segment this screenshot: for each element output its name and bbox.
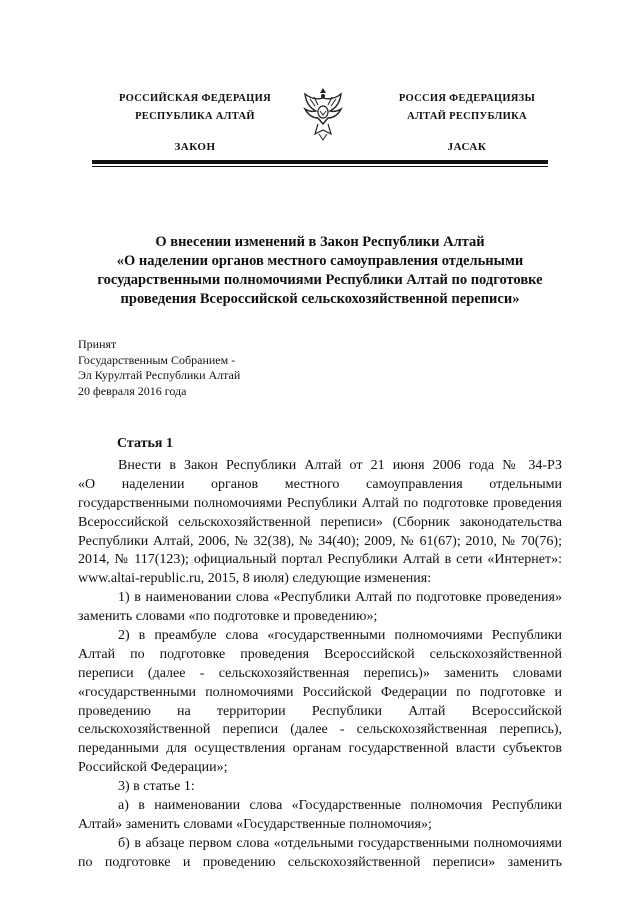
header-right-republic: АЛТАЙ РЕСПУБЛИКА — [407, 111, 527, 122]
title-line: О внесении изменений в Закон Республики Алтай — [155, 234, 485, 250]
header-left-republic: РЕСПУБЛИКА АЛТАЙ — [135, 111, 255, 122]
body-line: Алтай» заменить словами «Государственные полномочия»; — [78, 816, 432, 832]
article-body — [78, 457, 562, 873]
header-divider-thin — [92, 166, 548, 167]
coat-of-arms-icon — [302, 84, 344, 144]
adoption-line: Принят — [78, 337, 117, 351]
adoption-date: 20 февраля 2016 года — [78, 383, 187, 398]
header-right — [367, 90, 567, 156]
adoption-line: Государственным Собранием - — [78, 352, 236, 367]
header-right-law: JАСАК — [447, 141, 487, 153]
body-line: сельскохозяйственной переписи (далее - сельскохозяйственная перепись), — [78, 722, 562, 738]
header-right-country: РОССИЯ ФЕДЕРАЦИЯЗЫ — [398, 93, 536, 104]
body-line: Российской Федерации»; — [78, 760, 228, 776]
article-heading: Статья 1 — [117, 436, 173, 451]
body-line: государственными полномочиями Республики Алтай по подготовке проведения — [78, 495, 562, 511]
body-line: а) в наименовании слова «Государственные полномочия Республики — [118, 798, 562, 814]
header-left-law: ЗАКОН — [174, 141, 216, 153]
body-line: «О наделении органов местного самоуправления отдельными — [78, 476, 562, 492]
body-line: б) в абзаце первом слова «отдельными государственными полномочиями — [118, 835, 562, 851]
body-line: проведению на территории Республики Алтай Всероссийской — [78, 703, 562, 719]
body-line: по подготовке и проведению сельскохозяйственной переписи» заменить — [78, 854, 562, 870]
body-line: www.altai-republic.ru, 2015, 8 июля) следующие изменения: — [78, 571, 432, 587]
body-line: Всероссийской сельскохозяйственной переписи» (Сборник законодательства — [78, 514, 562, 530]
body-line: Внести в Закон Республики Алтай от 21 июня 2006 года № 34-РЗ — [118, 458, 562, 473]
body-line: 2) в преамбуле слова «государственными полномочиями Республики — [118, 628, 562, 644]
body-line: Республики Алтай, 2006, № 32(38), № 34(40); 2009, № 61(67); 2010, № 70(76); — [78, 533, 562, 549]
law-title — [80, 233, 560, 309]
header-left — [95, 90, 295, 156]
title-line: проведения Всероссийской сельскохозяйственной переписи» — [120, 291, 520, 307]
adoption-line: Эл Курултай Республики Алтай — [78, 368, 241, 382]
body-line: Алтай по подготовке проведения Всероссийской сельскохозяйственной — [78, 646, 562, 662]
adoption-block — [78, 337, 240, 399]
header-divider-thick — [92, 160, 548, 164]
body-line: переданными для осуществления органам государственной власти субъектов — [78, 741, 562, 757]
title-line: «О наделении органов местного самоуправления отдельными — [116, 253, 524, 269]
body-line: переписи (далее - сельскохозяйственная перепись)» заменить словами — [78, 665, 562, 681]
body-line: «государственными полномочиями Российской Федерации по подготовке и — [78, 684, 562, 700]
body-line: 2014, № 117(123); официальный портал Республики Алтай в сети «Интернет»: — [78, 552, 562, 568]
body-line: заменить словами «по подготовке и проведению»; — [78, 609, 378, 625]
body-line: 3) в статье 1: — [118, 779, 195, 795]
title-line: государственными полномочиями Республики Алтай по подготовке — [97, 272, 543, 288]
header-left-country: РОССИЙСКАЯ ФЕДЕРАЦИЯ — [119, 93, 271, 104]
body-line: 1) в наименовании слова «Республики Алтай по подготовке проведения» — [118, 590, 562, 606]
